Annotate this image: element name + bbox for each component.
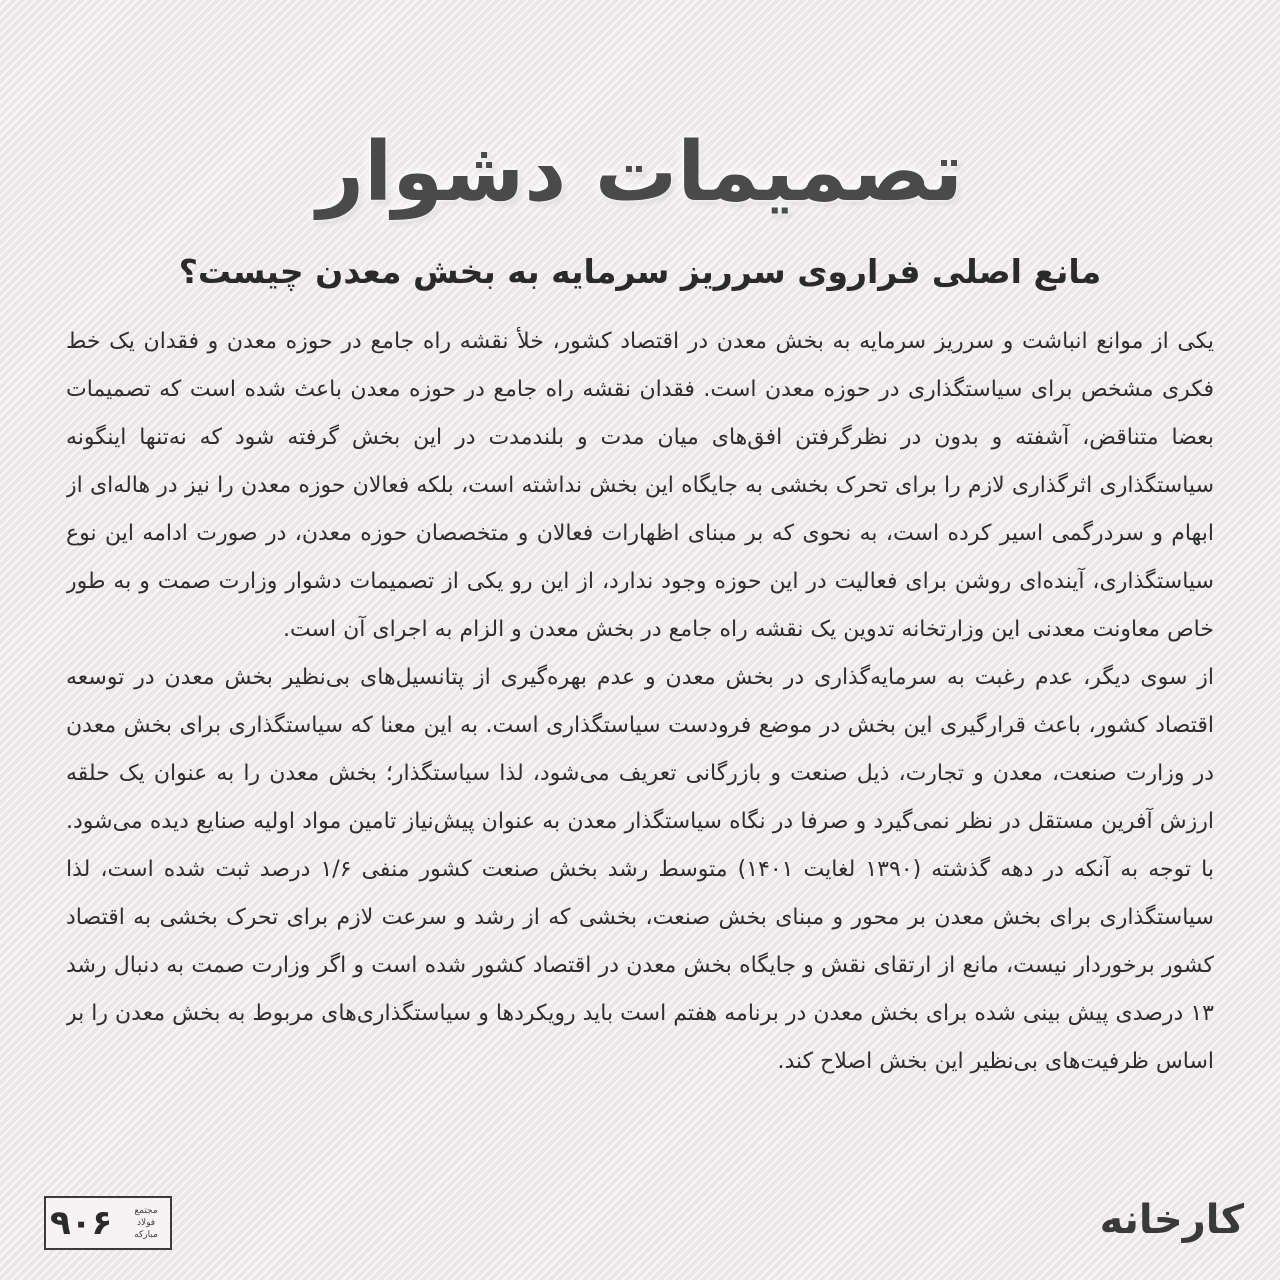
page-subtitle: مانع اصلی فراروی سرریز سرمایه به بخش معدن چیست؟ [178, 252, 1102, 291]
article-body [66, 318, 1214, 1178]
steel-logo-org-name: مجتمع فولاد مبارکه [134, 1206, 158, 1240]
mobarakeh-steel-logo [44, 1196, 172, 1250]
karkhaneh-logo: کارخانه [1099, 1197, 1244, 1243]
article-paragraph-1: یکی از موانع انباشت و سرریز سرمایه به بخش معدن در اقتصاد کشور، خلأ نقشه راه جامع در حوزه معدن و فقدان یک خط فکری مشخص برای سیاستگذاری در حوزه معدن است. فقدان نقشه راه جامع در حوزه معدن باعث شده است که تصمیمات بعضا متناقض، آشفته و بدون در نظرگرفتن افق‌های میان مدت و بلندمدت در این بخش گرفته شود که نه‌تنها اینگونه سیاستگذاری اثرگذاری لازم را برای تحرک بخشی به جایگاه این بخش نداشته است، بلکه فعالان حوزه معدن را نیز در هاله‌ای از ابهام و سردرگمی اسیر کرده است، به نحوی که بر مبنای اظهارات فعالان و متخصصان حوزه معدن، در صورت ادامه این نوع سیاستگذاری، آینده‌ای روشن برای فعالیت در این حوزه وجود ندارد، از این رو یکی از تصمیمات دشوار وزارت صمت و به طور خاص معاونت معدنی این وزارتخانه تدوین یک نقشه راه جامع در بخش معدن و الزام به اجرای آن است. [66, 329, 1214, 642]
steel-logo-mark: ۹۰۶ [50, 1203, 113, 1243]
page-title: تصمیمات دشوار [316, 125, 964, 220]
article-paragraph-2: از سوی دیگر، عدم رغبت به سرمایه‌گذاری در بخش معدن و عدم بهره‌گیری از پتانسیل‌های بی‌نظیر بخش معدن در توسعه اقتصاد کشور، باعث قرارگیری این بخش در موضع فرودست سیاستگذاری است. به این معنا که سیاستگذاری برای بخش معدن در وزارت صنعت، معدن و تجارت، ذیل صنعت و بازرگانی تعریف می‌شود، لذا سیاستگذار؛ بخش معدن را به عنوان یک حلقه ارزش آفرین مستقل در نظر نمی‌گیرد و صرفا در نگاه سیاستگذار معدن به عنوان پیش‌نیاز تامین مواد اولیه صنایع دیده می‌شود. با توجه به آنکه در دهه گذشته (۱۳۹۰ لغایت ۱۴۰۱) متوسط رشد بخش صنعت کشور منفی ۱/۶ درصد ثبت شده است، لذا سیاستگذاری برای بخش معدن بر محور و مبنای بخش صنعت، بخشی که از رشد و سرعت لازم برای تحرک بخشی به اقتصاد کشور برخوردار نیست، مانع از ارتقای نقش و جایگاه بخش معدن در اقتصاد کشور شده است و اگر وزارت صمت به دنبال رشد ۱۳ درصدی پیش بینی شده برای بخش معدن در برنامه هفتم است باید رویکردها و سیاستگذاری‌های مربوط به بخش معدن را بر اساس ظرفیت‌های بی‌نظیر این بخش اصلاح کند. [66, 665, 1214, 1074]
